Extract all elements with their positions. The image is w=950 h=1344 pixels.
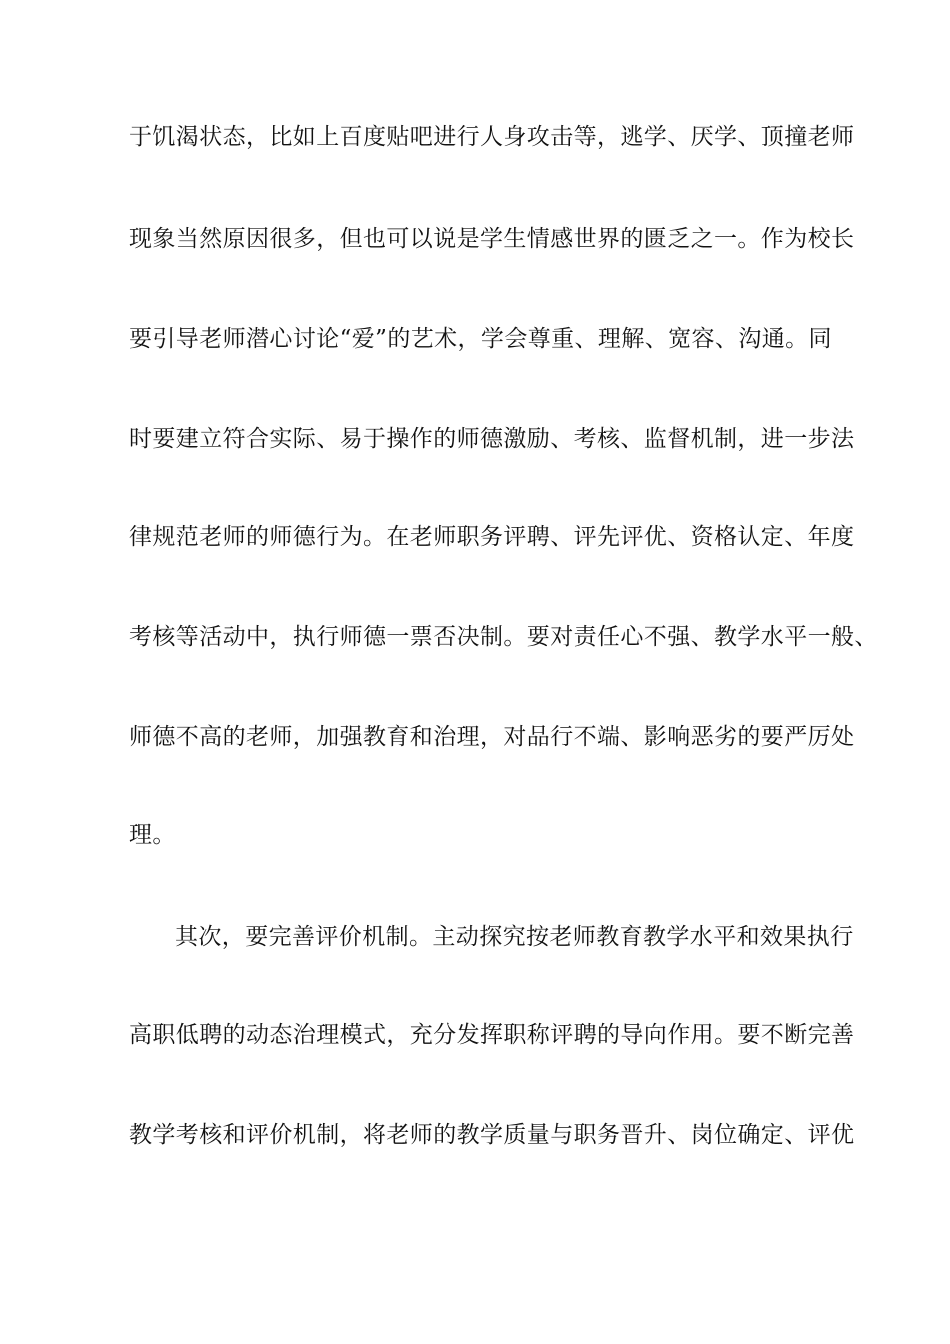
text-line: 时要建立符合实际、易于操作的师德激励、考核、监督机制，进一步法	[129, 426, 855, 452]
text-line: 教学考核和评价机制，将老师的教学质量与职务晋升、岗位确定、评优	[129, 1122, 855, 1148]
text-line: 现象当然原因很多，但也可以说是学生情感世界的匮乏之一。作为校长	[129, 226, 855, 252]
text-line: 师德不高的老师，加强教育和治理，对品行不端、影响恶劣的要严厉处	[129, 724, 855, 750]
text-line: 高职低聘的动态治理模式，充分发挥职称评聘的导向作用。要不断完善	[129, 1022, 855, 1048]
text-line: 要引导老师潜心讨论“爱”的艺术，学会尊重、理解、宽容、沟通。同	[129, 326, 832, 352]
text-line: 理。	[129, 822, 176, 848]
text-line: 于饥渴状态，比如上百度贴吧进行人身攻击等，逃学、厌学、顶撞老师	[129, 124, 855, 150]
text-line: 考核等活动中，执行师德一票否决制。要对责任心不强、教学水平一般、	[129, 624, 878, 650]
text-line: 律规范老师的师德行为。在老师职务评聘、评先评优、资格认定、年度	[129, 524, 855, 550]
text-line: 其次，要完善评价机制。主动探究按老师教育教学水平和效果执行	[175, 924, 854, 950]
